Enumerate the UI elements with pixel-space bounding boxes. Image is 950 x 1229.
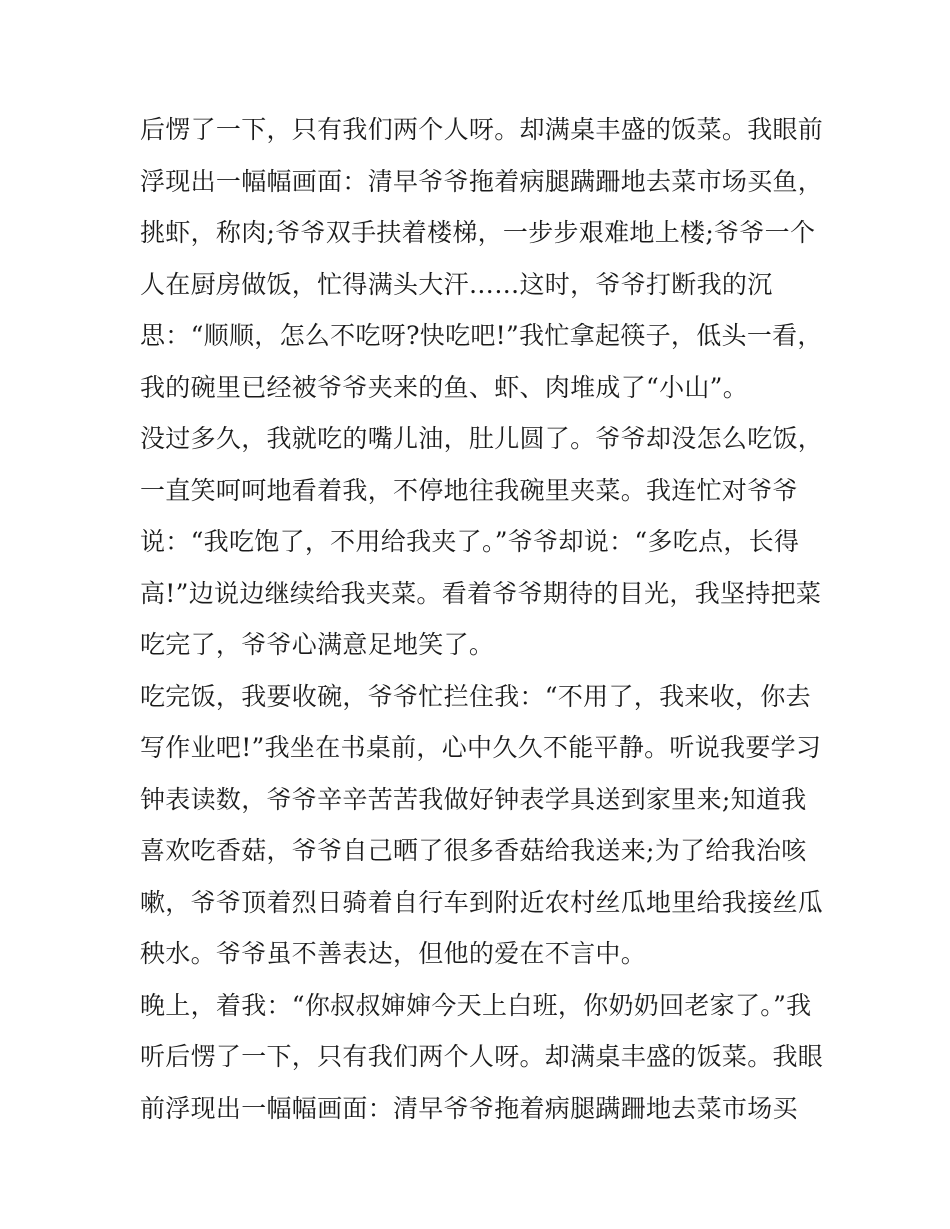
text-line: 写作业吧!”我坐在书桌前，心中久久不能平静。听说我要学习 <box>140 733 822 762</box>
text-line: 浮现出一幅幅画面：清早爷爷拖着病腿蹒跚地去菜市场买鱼， <box>140 166 824 196</box>
text-line: 我的碗里已经被爷爷夹来的鱼、虾、肉堆成了“小山”。 <box>140 372 749 402</box>
text-line: 没过多久，我就吃的嘴儿油，肚儿圆了。爷爷却没怎么吃饭， <box>140 424 824 453</box>
body-text <box>140 104 824 1134</box>
text-line: 思：“顺顺，怎么不吃呀?快吃吧!”我忙拿起筷子，低头一看， <box>140 321 823 350</box>
text-line: 吃完饭，我要收碗，爷爷忙拦住我：“不用了，我来收，你去 <box>140 681 811 711</box>
text-line: 一直笑呵呵地看着我，不停地往我碗里夹菜。我连忙对爷爷 <box>140 475 798 505</box>
text-line: 喜欢吃香菇，爷爷自己晒了很多香菇给我送来;为了给我治咳 <box>140 836 807 865</box>
text-line: 前浮现出一幅幅画面：清早爷爷拖着病腿蹒跚地去菜市场买 <box>140 1093 798 1123</box>
text-line: 挑虾，称肉;爷爷双手扶着楼梯，一步步艰难地上楼;爷爷一个 <box>140 218 816 247</box>
text-line: 说：“我吃饱了，不用给我夹了。”爷爷却说：“多吃点，长得 <box>140 527 800 556</box>
text-line: 吃完了，爷爷心满意足地笑了。 <box>140 630 495 659</box>
text-line: 秧水。爷爷虽不善表达，但他的爱在不言中。 <box>140 939 647 968</box>
text-line: 晚上，着我：“你叔叔婶婶今天上白班，你奶奶回老家了。”我 <box>140 990 812 1020</box>
text-line: 钟表读数，爷爷辛辛苦苦我做好钟表学具送到家里来;知道我 <box>140 784 807 814</box>
text-line: 高!”边说边继续给我夹菜。看着爷爷期待的目光，我坚持把菜 <box>140 578 822 608</box>
text-line: 嗽，爷爷顶着烈日骑着自行车到附近农村丝瓜地里给我接丝瓜 <box>140 887 824 917</box>
text-line: 人在厨房做饭，忙得满头大汗……这时，爷爷打断我的沉 <box>140 269 773 299</box>
text-line: 后愣了一下，只有我们两个人呀。却满桌丰盛的饭菜。我眼前 <box>140 115 824 144</box>
text-line: 听后愣了一下，只有我们两个人呀。却满桌丰盛的饭菜。我眼 <box>140 1042 824 1071</box>
